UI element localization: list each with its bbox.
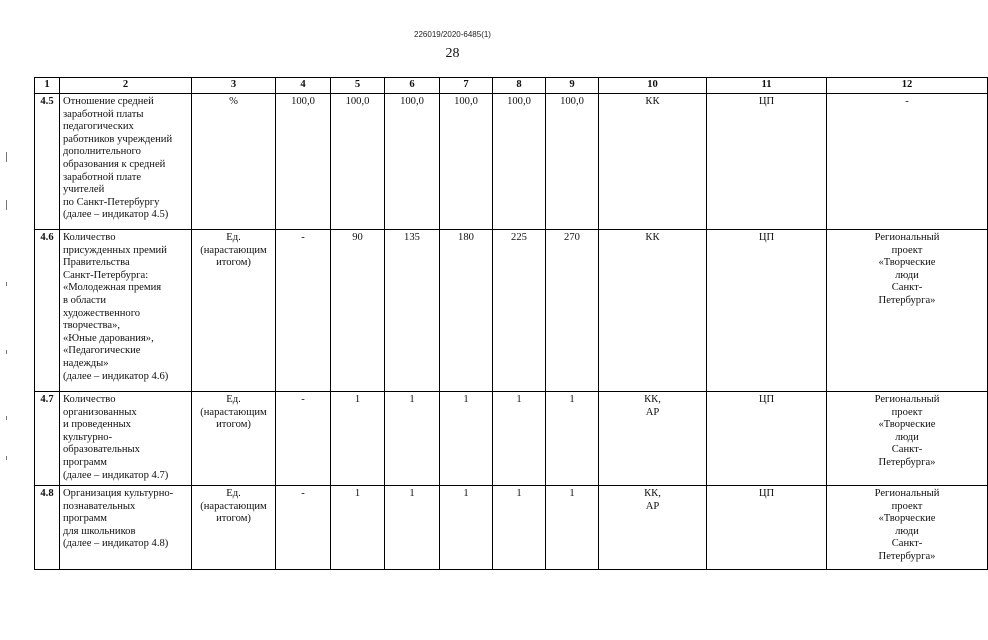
indicator-number: 4.6	[35, 230, 60, 392]
column-header: 8	[493, 78, 546, 94]
table-row	[35, 94, 988, 230]
column-header: 10	[599, 78, 707, 94]
value-cell: 225	[493, 230, 546, 392]
margin-scan-mark	[6, 350, 7, 354]
value-cell: 90	[331, 230, 385, 392]
table-row	[35, 230, 988, 392]
value-cell: 1	[385, 486, 440, 570]
value-cell: 1	[331, 486, 385, 570]
column-header: 5	[331, 78, 385, 94]
value-cell: 100,0	[440, 94, 493, 230]
value-cell: 100,0	[331, 94, 385, 230]
column-header: 12	[827, 78, 988, 94]
column-header: 2	[60, 78, 192, 94]
responsible-cell: КК	[599, 230, 707, 392]
value-cell: 135	[385, 230, 440, 392]
column-header: 1	[35, 78, 60, 94]
margin-scan-mark	[6, 200, 7, 210]
column-header: 9	[546, 78, 599, 94]
indicator-number: 4.8	[35, 486, 60, 570]
column-header: 3	[192, 78, 276, 94]
table-header-row	[35, 78, 988, 94]
program-cell: ЦП	[707, 392, 827, 486]
indicator-name: Количество присужденных премий Правительства Санкт-Петербурга: «Молодежная премия в области художественного творчества», «Юные дарования», «Педагогические надежды» (далее – индикатор 4.6)	[60, 230, 192, 392]
value-cell: 1	[440, 486, 493, 570]
value-cell: 100,0	[385, 94, 440, 230]
value-cell: 100,0	[493, 94, 546, 230]
value-cell: 100,0	[546, 94, 599, 230]
value-cell: 1	[385, 392, 440, 486]
program-cell: ЦП	[707, 94, 827, 230]
value-cell: 1	[493, 486, 546, 570]
value-cell: 100,0	[276, 94, 331, 230]
value-cell: 270	[546, 230, 599, 392]
page-number: 28	[445, 46, 460, 61]
column-header: 11	[707, 78, 827, 94]
value-cell: 1	[546, 392, 599, 486]
margin-scan-mark	[6, 416, 7, 420]
responsible-cell: КК, АР	[599, 486, 707, 570]
project-cell: Региональный проект «Творческие люди Санкт- Петербурга»	[827, 486, 988, 570]
table-row	[35, 486, 988, 570]
column-header: 6	[385, 78, 440, 94]
program-cell: ЦП	[707, 230, 827, 392]
document-registration-number: 226019/2020-6485(1)	[414, 30, 491, 39]
indicator-name: Отношение средней заработной платы педагогических работников учреждений дополнительного образования к средней заработной плате учителей по Санкт-Петербургу (далее – индикатор 4.5)	[60, 94, 192, 230]
column-header: 4	[276, 78, 331, 94]
unit-of-measure: %	[192, 94, 276, 230]
unit-of-measure: Ед. (нарастающим итогом)	[192, 392, 276, 486]
value-cell: 1	[546, 486, 599, 570]
value-cell: -	[276, 392, 331, 486]
project-cell: Региональный проект «Творческие люди Санкт- Петербурга»	[827, 230, 988, 392]
indicator-number: 4.5	[35, 94, 60, 230]
program-cell: ЦП	[707, 486, 827, 570]
table-row	[35, 392, 988, 486]
responsible-cell: КК	[599, 94, 707, 230]
indicator-name: Количество организованных и проведенных культурно- образовательных программ (далее – индикатор 4.7)	[60, 392, 192, 486]
project-cell: -	[827, 94, 988, 230]
responsible-cell: КК, АР	[599, 392, 707, 486]
margin-scan-mark	[6, 456, 7, 460]
margin-scan-mark	[6, 282, 7, 286]
indicator-number: 4.7	[35, 392, 60, 486]
column-header: 7	[440, 78, 493, 94]
value-cell: 180	[440, 230, 493, 392]
project-cell: Региональный проект «Творческие люди Санкт- Петербурга»	[827, 392, 988, 486]
value-cell: 1	[440, 392, 493, 486]
indicators-table	[34, 77, 988, 570]
indicator-name: Организация культурно- познавательных программ для школьников (далее – индикатор 4.8)	[60, 486, 192, 570]
value-cell: 1	[331, 392, 385, 486]
margin-scan-mark	[6, 152, 7, 162]
value-cell: 1	[493, 392, 546, 486]
unit-of-measure: Ед. (нарастающим итогом)	[192, 486, 276, 570]
unit-of-measure: Ед. (нарастающим итогом)	[192, 230, 276, 392]
value-cell: -	[276, 230, 331, 392]
value-cell: -	[276, 486, 331, 570]
